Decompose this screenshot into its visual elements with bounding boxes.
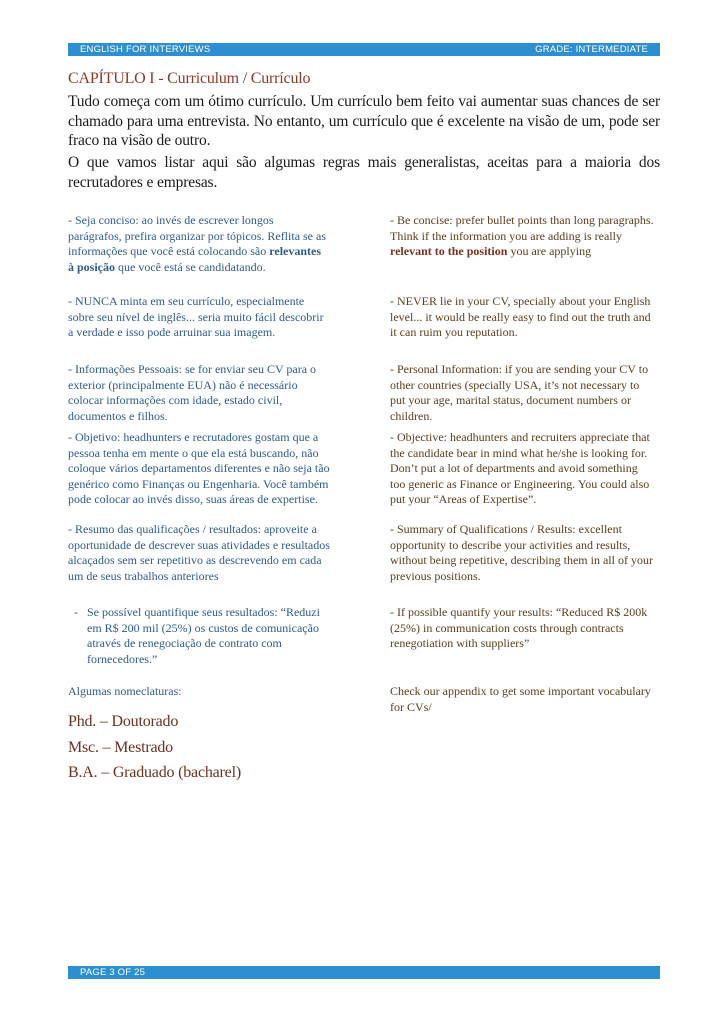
tip-1-pt-text: - Seja conciso: ao invés de escrever longos parágrafos, prefira organizar por tópicos. Reflita se as informações que você está colocando são: [68, 213, 327, 259]
page-number: PAGE 3 OF 25: [80, 967, 146, 978]
nomenclature-label: Algumas nomeclaturas:: [68, 684, 182, 698]
header-course-title: ENGLISH FOR INTERVIEWS: [80, 44, 211, 55]
tip-3-english: - Personal Information: if you are sending your CV to other countries (specially USA, it’s not necessary to put your age, marital status, document numbers or children.: [390, 362, 649, 423]
tip-6-dash: -: [74, 605, 78, 619]
chapter-title: CAPÍTULO I - Curriculum / Currículo: [68, 70, 311, 87]
intro-paragraph-2: O que vamos listar aqui são algumas regras mais generalistas, aceitas para a maioria dos recrutadores e empresas.: [68, 154, 660, 191]
tip-2-portuguese: - NUNCA minta em seu currículo, especialmente sobre seu nível de inglês... seria muito fácil descobrir a verdade e isso pode arruinar sua imagem.: [68, 294, 324, 340]
tip-1-en-emphasis: relevant to the position: [390, 244, 508, 259]
tip-1-en-text: - Be concise: prefer bullet points than long paragraphs. Think if the information you are adding is really: [390, 213, 654, 243]
tip-6-portuguese: [74, 605, 330, 667]
tip-1-english: [390, 213, 656, 260]
tip-1-pt-emphasis: relevantes à posição: [68, 244, 322, 274]
tip-1-portuguese: [68, 213, 330, 275]
tip-5-english: - Summary of Qualifications / Results: excellent opportunity to describe your activities and results, without being repetitive, describing them in all of your previous positions.: [390, 522, 653, 583]
appendix-note: Check our appendix to get some important vocabulary for CVs/: [390, 684, 651, 714]
tip-2-english: - NEVER lie in your CV, specially about your English level... it would be really easy to find out the truth and it can ruim you reputation.: [390, 294, 651, 340]
footer-bar: [68, 966, 660, 979]
vocab-ba: B.A. – Graduado (bacharel): [68, 764, 241, 781]
tip-5-portuguese: - Resumo das qualificações / resultados: aproveite a oportunidade de descrever suas atividades e resultados alcaçados sem ser repetitivo as descrevendo em cada um de seus trabalhos anteriores: [68, 522, 330, 583]
intro-paragraph-1: Tudo começa com um ótimo currículo. Um currículo bem feito vai aumentar suas chances de ser chamado para uma entrevista. No entanto, um currículo que é excelente na visão de um, pode ser fraco na visão de outro.: [68, 93, 660, 149]
tip-1-pt-text-end: que você está se candidatando.: [115, 259, 266, 274]
header-grade: GRADE: INTERMEDIATE: [535, 44, 648, 55]
tip-6-pt-text: Se possível quantifique seus resultados: “Reduzi em R$ 200 mil (25%) os custos de comunicação através de renegociação de contrato com fornecedores.”: [87, 605, 320, 666]
tip-4-english: - Objective: headhunters and recruiters appreciate that the candidate bear in mind what he/she is looking for. Don’t put a lot of departments and avoid something too generic as Finance or Engineering. You could also put your “Areas of Expertise”.: [390, 430, 650, 507]
vocab-msc: Msc. – Mestrado: [68, 739, 173, 756]
tip-1-en-text-end: you are applying: [507, 244, 592, 259]
tip-6-english: - If possible quantify your results: “Reduced R$ 200k (25%) in communication costs through contracts renegotiation with suppliers”: [390, 605, 648, 651]
vocab-phd: Phd. – Doutorado: [68, 713, 179, 730]
tip-3-portuguese: - Informações Pessoais: se for enviar seu CV para o exterior (principalmente EUA) não é necessário colocar informações com idade, estado civil, documentos e filhos.: [68, 362, 317, 423]
header-bar: [68, 43, 660, 56]
tip-4-portuguese: - Objetivo: headhunters e recrutadores gostam que a pessoa tenha em mente o que ela está buscando, não coloque vários departamentos diferentes e não seja tão genérico como Finanças ou Engenharia. Você também pode colocar ao invés disso, suas áreas de expertise.: [68, 430, 330, 507]
